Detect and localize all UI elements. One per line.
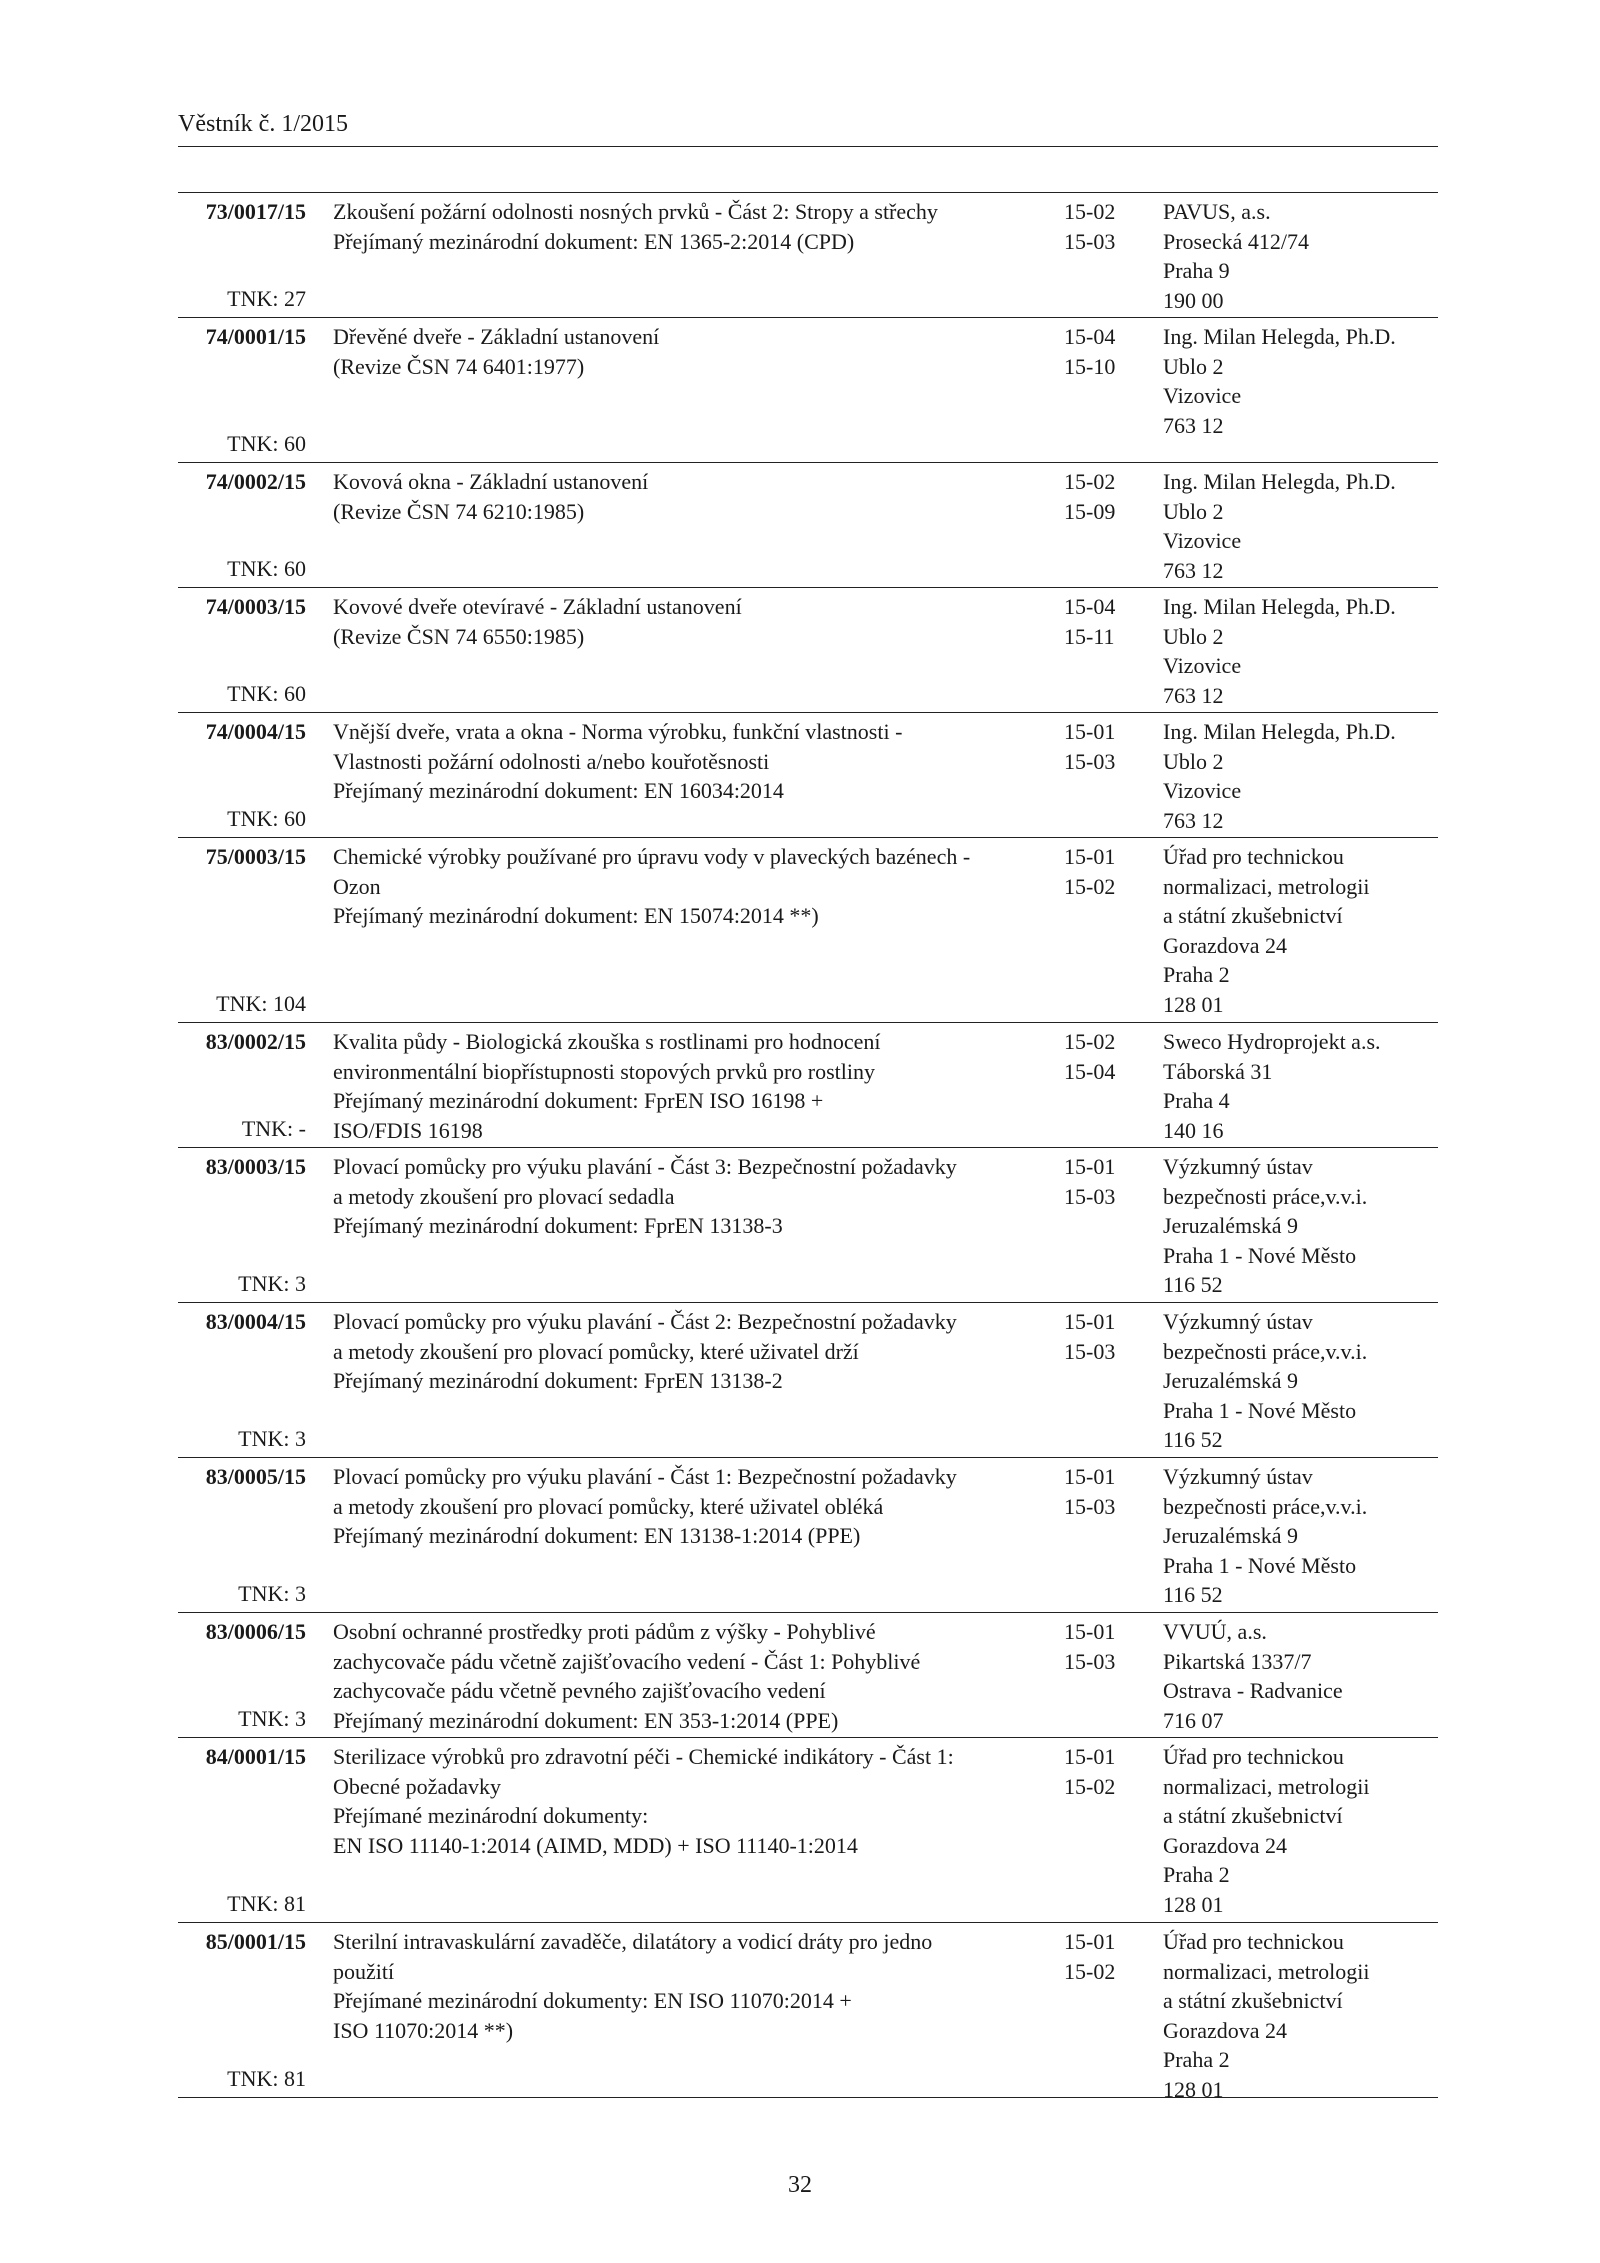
entry-tnk: TNK: 60 bbox=[227, 680, 306, 706]
entry-org-line: Výzkumný ústav bbox=[1163, 1154, 1313, 1179]
entry-title-line: použití bbox=[333, 1958, 395, 1984]
entry-id-cell bbox=[178, 1617, 306, 1733]
entry-org-line: normalizaci, metrologii bbox=[1163, 873, 1370, 899]
entry-dates-cell bbox=[1064, 197, 1144, 256]
entry-date: 15-02 bbox=[1064, 1029, 1116, 1054]
table-row bbox=[178, 1613, 1438, 1738]
entry-date: 15-02 bbox=[1064, 1773, 1116, 1799]
entry-date: 15-03 bbox=[1064, 748, 1116, 774]
entry-title-line: Chemické výrobky používané pro úpravu vody v plaveckých bazénech - bbox=[333, 844, 971, 869]
entry-dates-cell bbox=[1064, 322, 1144, 381]
entry-code: 73/0017/15 bbox=[205, 199, 306, 224]
entry-tnk: TNK: 104 bbox=[216, 990, 306, 1016]
entry-title-line: Přejímaný mezinárodní dokument: EN 15074:2014 **) bbox=[333, 903, 819, 928]
entry-tnk: TNK: - bbox=[241, 1115, 306, 1141]
entry-org-line: Ing. Milan Helegda, Ph.D. bbox=[1163, 719, 1396, 744]
table-row bbox=[178, 838, 1438, 1023]
entry-id-cell bbox=[178, 1152, 306, 1298]
entry-date: 15-01 bbox=[1064, 1929, 1116, 1954]
entry-code: 85/0001/15 bbox=[205, 1929, 306, 1954]
entry-org-line: 763 12 bbox=[1163, 412, 1224, 438]
entry-org-cell bbox=[1163, 197, 1438, 315]
entry-id-cell bbox=[178, 1027, 306, 1143]
entry-title-line: Sterilní intravaskulární zavaděče, dilatátory a vodicí dráty pro jedno bbox=[333, 1929, 933, 1954]
entry-id-cell bbox=[178, 322, 306, 458]
entry-id-cell bbox=[178, 592, 306, 708]
entry-title-line: Přejímaný mezinárodní dokument: FprEN ISO 16198 + bbox=[333, 1088, 824, 1113]
entry-org-line: Gorazdova 24 bbox=[1163, 932, 1288, 958]
entry-code: 83/0002/15 bbox=[205, 1029, 306, 1054]
entry-code: 83/0004/15 bbox=[205, 1309, 306, 1334]
entry-date: 15-01 bbox=[1064, 1309, 1116, 1334]
entry-date: 15-01 bbox=[1064, 844, 1116, 869]
entry-dates-cell bbox=[1064, 467, 1144, 526]
entry-date: 15-01 bbox=[1064, 1154, 1116, 1179]
entry-org-line: Ublo 2 bbox=[1163, 498, 1224, 524]
entry-org-line: Ublo 2 bbox=[1163, 353, 1224, 379]
entry-date: 15-01 bbox=[1064, 1464, 1116, 1489]
entry-org-line: Jeruzalémská 9 bbox=[1163, 1368, 1298, 1393]
entry-org-line: 128 01 bbox=[1163, 1891, 1224, 1917]
entry-org-line: 763 12 bbox=[1163, 557, 1224, 583]
entry-org-line: Úřad pro technickou bbox=[1163, 1744, 1344, 1769]
entry-org-line: Vizovice bbox=[1163, 653, 1242, 678]
entry-title-line: ISO/FDIS 16198 bbox=[333, 1117, 483, 1143]
entry-org-line: 128 01 bbox=[1163, 2076, 1224, 2102]
entry-date: 15-04 bbox=[1064, 1058, 1116, 1084]
entry-org-line: Sweco Hydroprojekt a.s. bbox=[1163, 1029, 1381, 1054]
entry-tnk: TNK: 81 bbox=[227, 1890, 306, 1916]
entry-org-line: PAVUS, a.s. bbox=[1163, 199, 1271, 224]
entry-org-line: Praha 4 bbox=[1163, 1088, 1230, 1113]
entry-date: 15-03 bbox=[1064, 1183, 1116, 1209]
entry-title-line: Přejímaný mezinárodní dokument: EN 353-1:2014 (PPE) bbox=[333, 1707, 839, 1733]
entry-tnk: TNK: 3 bbox=[238, 1270, 306, 1296]
entry-code: 74/0004/15 bbox=[205, 719, 306, 744]
page-number: 32 bbox=[788, 2172, 812, 2198]
entry-id-cell bbox=[178, 717, 306, 833]
entry-dates-cell bbox=[1064, 717, 1144, 776]
entry-org-line: Praha 2 bbox=[1163, 1862, 1230, 1887]
entry-org-line: Ostrava - Radvanice bbox=[1163, 1678, 1343, 1703]
entry-org-line: a státní zkušebnictví bbox=[1163, 1988, 1343, 2013]
entry-org-line: Úřad pro technickou bbox=[1163, 844, 1344, 869]
entry-org-line: a státní zkušebnictví bbox=[1163, 903, 1343, 928]
entry-date: 15-02 bbox=[1064, 1958, 1116, 1984]
entry-title-line: Osobní ochranné prostředky proti pádům z výšky - Pohyblivé bbox=[333, 1619, 876, 1644]
entry-org-line: normalizaci, metrologii bbox=[1163, 1773, 1370, 1799]
entry-dates-cell bbox=[1064, 1027, 1144, 1086]
entry-org-line: Praha 2 bbox=[1163, 2047, 1230, 2072]
entry-date: 15-02 bbox=[1064, 199, 1116, 224]
entry-title-line: a metody zkoušení pro plovací pomůcky, které uživatel drží bbox=[333, 1338, 859, 1364]
page-header-title: Věstník č. 1/2015 bbox=[178, 111, 348, 137]
entry-dates-cell bbox=[1064, 1152, 1144, 1211]
entry-code: 74/0001/15 bbox=[205, 324, 306, 349]
entry-date: 15-03 bbox=[1064, 1648, 1116, 1674]
entry-org-cell bbox=[1163, 1927, 1438, 2104]
entry-org-cell bbox=[1163, 1742, 1438, 1919]
entry-title-line: Obecné požadavky bbox=[333, 1773, 501, 1799]
entry-title-line: Zkoušení požární odolnosti nosných prvků - Část 2: Stropy a střechy bbox=[333, 199, 938, 224]
entry-title-line: (Revize ČSN 74 6401:1977) bbox=[333, 353, 585, 379]
entry-title-line: Sterilizace výrobků pro zdravotní péči - Chemické indikátory - Část 1: bbox=[333, 1744, 954, 1769]
entry-tnk: TNK: 3 bbox=[238, 1580, 306, 1606]
entry-org-line: Výzkumný ústav bbox=[1163, 1309, 1313, 1334]
entry-org-line: Praha 2 bbox=[1163, 962, 1230, 987]
table-row bbox=[178, 1303, 1438, 1458]
entry-code: 75/0003/15 bbox=[205, 844, 306, 869]
entry-org-line: normalizaci, metrologii bbox=[1163, 1958, 1370, 1984]
entry-title-line: Dřevěné dveře - Základní ustanovení bbox=[333, 324, 660, 349]
entry-title-line: Plovací pomůcky pro výuku plavání - Část 2: Bezpečnostní požadavky bbox=[333, 1309, 957, 1334]
entry-id-cell bbox=[178, 1927, 306, 2093]
entry-org-line: Vizovice bbox=[1163, 528, 1242, 553]
entry-org-line: Ing. Milan Helegda, Ph.D. bbox=[1163, 594, 1396, 619]
entry-tnk: TNK: 60 bbox=[227, 805, 306, 831]
entry-title-line: ISO 11070:2014 **) bbox=[333, 2017, 514, 2043]
entry-org-line: Táborská 31 bbox=[1163, 1058, 1273, 1084]
entry-title-line: a metody zkoušení pro plovací pomůcky, které uživatel obléká bbox=[333, 1493, 884, 1519]
entry-tnk: TNK: 60 bbox=[227, 555, 306, 581]
entry-id-cell bbox=[178, 1307, 306, 1453]
entry-id-cell bbox=[178, 197, 306, 313]
entry-date: 15-03 bbox=[1064, 1493, 1116, 1519]
entry-tnk: TNK: 27 bbox=[227, 285, 306, 311]
entry-org-line: Praha 9 bbox=[1163, 258, 1230, 283]
entry-id-cell bbox=[178, 467, 306, 583]
entry-org-line: Vizovice bbox=[1163, 383, 1242, 408]
table-row bbox=[178, 1458, 1438, 1613]
entry-title-line: Kovová okna - Základní ustanovení bbox=[333, 469, 649, 494]
entry-dates-cell bbox=[1064, 1927, 1144, 1986]
entry-id-cell bbox=[178, 1742, 306, 1918]
entry-title-line: Plovací pomůcky pro výuku plavání - Část 1: Bezpečnostní požadavky bbox=[333, 1464, 957, 1489]
entry-org-line: Ing. Milan Helegda, Ph.D. bbox=[1163, 324, 1396, 349]
entry-tnk: TNK: 3 bbox=[238, 1425, 306, 1451]
entry-org-line: 116 52 bbox=[1163, 1427, 1223, 1452]
entry-title-line: Vlastnosti požární odolnosti a/nebo kouřotěsnosti bbox=[333, 748, 770, 774]
entry-title-line: Přejímaný mezinárodní dokument: EN 16034:2014 bbox=[333, 778, 784, 803]
entry-tnk: TNK: 3 bbox=[238, 1705, 306, 1731]
entry-org-line: 116 52 bbox=[1163, 1582, 1223, 1607]
entry-org-line: Ublo 2 bbox=[1163, 748, 1224, 774]
entry-code: 83/0006/15 bbox=[205, 1619, 306, 1644]
entry-org-line: bezpečnosti práce,v.v.i. bbox=[1163, 1338, 1368, 1364]
entry-org-line: Praha 1 - Nové Město bbox=[1163, 1397, 1357, 1423]
entry-title-line: environmentální biopřístupnosti stopových prvků pro rostliny bbox=[333, 1058, 876, 1084]
entry-code: 74/0002/15 bbox=[205, 469, 306, 494]
entry-org-line: 763 12 bbox=[1163, 682, 1224, 708]
entry-org-line: 116 52 bbox=[1163, 1272, 1223, 1297]
table-row bbox=[178, 1738, 1438, 1923]
entry-org-line: Jeruzalémská 9 bbox=[1163, 1523, 1298, 1548]
entry-org-line: Jeruzalémská 9 bbox=[1163, 1213, 1298, 1238]
entry-title-line: Plovací pomůcky pro výuku plavání - Část 3: Bezpečnostní požadavky bbox=[333, 1154, 957, 1179]
entry-code: 83/0005/15 bbox=[205, 1464, 306, 1489]
entry-org-cell bbox=[1163, 1462, 1438, 1610]
entry-title-line: (Revize ČSN 74 6550:1985) bbox=[333, 623, 585, 649]
entry-org-line: Gorazdova 24 bbox=[1163, 1832, 1288, 1858]
entry-org-line: Pikartská 1337/7 bbox=[1163, 1648, 1312, 1674]
entry-date: 15-09 bbox=[1064, 498, 1116, 524]
entry-dates-cell bbox=[1064, 1307, 1144, 1366]
entry-title-line: Kvalita půdy - Biologická zkouška s rostlinami pro hodnocení bbox=[333, 1029, 881, 1054]
entry-date: 15-03 bbox=[1064, 228, 1116, 254]
entry-org-line: bezpečnosti práce,v.v.i. bbox=[1163, 1493, 1368, 1519]
entry-org-cell bbox=[1163, 1027, 1438, 1145]
table-row bbox=[178, 1148, 1438, 1303]
entry-org-line: 716 07 bbox=[1163, 1707, 1224, 1733]
entry-org-line: VVUÚ, a.s. bbox=[1163, 1619, 1267, 1644]
entry-org-cell bbox=[1163, 322, 1438, 440]
entry-org-line: 128 01 bbox=[1163, 991, 1224, 1017]
entry-title-line: a metody zkoušení pro plovací sedadla bbox=[333, 1183, 675, 1209]
entry-org-line: 190 00 bbox=[1163, 287, 1224, 313]
table-row bbox=[178, 588, 1438, 713]
entry-id-cell bbox=[178, 1462, 306, 1608]
entry-title-line: Přejímaný mezinárodní dokument: FprEN 13138-3 bbox=[333, 1213, 783, 1238]
header-divider bbox=[178, 146, 1438, 147]
entry-org-line: Gorazdova 24 bbox=[1163, 2017, 1288, 2043]
standards-table bbox=[178, 192, 1438, 2102]
table-row bbox=[178, 193, 1438, 318]
entry-date: 15-11 bbox=[1064, 623, 1115, 649]
entry-org-cell bbox=[1163, 1152, 1438, 1300]
entry-title-line: Přejímané mezinárodní dokumenty: EN ISO 11070:2014 + bbox=[333, 1988, 852, 2013]
entry-code: 84/0001/15 bbox=[205, 1744, 306, 1769]
entry-code: 74/0003/15 bbox=[205, 594, 306, 619]
entry-dates-cell bbox=[1064, 592, 1144, 651]
entry-date: 15-10 bbox=[1064, 353, 1116, 379]
entry-org-line: bezpečnosti práce,v.v.i. bbox=[1163, 1183, 1368, 1209]
entry-title-line: zachycovače pádu včetně pevného zajišťovacího vedení bbox=[333, 1678, 826, 1703]
entry-dates-cell bbox=[1064, 1617, 1144, 1676]
entry-code: 83/0003/15 bbox=[205, 1154, 306, 1179]
entry-org-cell bbox=[1163, 592, 1438, 710]
entry-id-cell bbox=[178, 842, 306, 1018]
entry-title-line: Přejímaný mezinárodní dokument: FprEN 13138-2 bbox=[333, 1368, 783, 1393]
entry-org-cell bbox=[1163, 467, 1438, 585]
entry-date: 15-01 bbox=[1064, 719, 1116, 744]
entry-org-cell bbox=[1163, 717, 1438, 835]
entry-org-line: 140 16 bbox=[1163, 1117, 1224, 1143]
entry-date: 15-01 bbox=[1064, 1619, 1116, 1644]
entry-org-line: Výzkumný ústav bbox=[1163, 1464, 1313, 1489]
entry-dates-cell bbox=[1064, 1462, 1144, 1521]
entry-org-line: 763 12 bbox=[1163, 807, 1224, 833]
entry-title-line: (Revize ČSN 74 6210:1985) bbox=[333, 498, 585, 524]
entry-org-line: Prosecká 412/74 bbox=[1163, 228, 1310, 254]
entry-org-cell bbox=[1163, 842, 1438, 1019]
entry-title-line: EN ISO 11140-1:2014 (AIMD, MDD) + ISO 11140-1:2014 bbox=[333, 1832, 858, 1858]
entry-org-cell bbox=[1163, 1617, 1438, 1735]
table-row bbox=[178, 1923, 1438, 2102]
entry-title-line: Ozon bbox=[333, 873, 381, 899]
entry-tnk: TNK: 60 bbox=[227, 430, 306, 456]
entry-org-line: Úřad pro technickou bbox=[1163, 1929, 1344, 1954]
entry-org-line: Praha 1 - Nové Město bbox=[1163, 1242, 1357, 1268]
entry-date: 15-01 bbox=[1064, 1744, 1116, 1769]
table-row bbox=[178, 318, 1438, 463]
entry-org-cell bbox=[1163, 1307, 1438, 1455]
entry-title-line: Vnější dveře, vrata a okna - Norma výrobku, funkční vlastnosti - bbox=[333, 719, 903, 744]
entry-org-line: Ing. Milan Helegda, Ph.D. bbox=[1163, 469, 1396, 494]
entry-org-line: Vizovice bbox=[1163, 778, 1242, 803]
entry-title-line: Kovové dveře otevíravé - Základní ustanovení bbox=[333, 594, 742, 619]
table-row bbox=[178, 1023, 1438, 1148]
entry-org-line: Praha 1 - Nové Město bbox=[1163, 1552, 1357, 1578]
entry-date: 15-02 bbox=[1064, 873, 1116, 899]
entry-date: 15-04 bbox=[1064, 324, 1116, 349]
entry-title-line: zachycovače pádu včetně zajišťovacího vedení - Část 1: Pohyblivé bbox=[333, 1648, 921, 1674]
entry-dates-cell bbox=[1064, 842, 1144, 901]
table-row bbox=[178, 463, 1438, 588]
entry-title-line: Přejímaný mezinárodní dokument: EN 1365-2:2014 (CPD) bbox=[333, 228, 855, 254]
entry-date: 15-04 bbox=[1064, 594, 1116, 619]
entry-title-line: Přejímaný mezinárodní dokument: EN 13138-1:2014 (PPE) bbox=[333, 1523, 861, 1548]
entry-org-line: Ublo 2 bbox=[1163, 623, 1224, 649]
entry-org-line: a státní zkušebnictví bbox=[1163, 1803, 1343, 1828]
entry-date: 15-03 bbox=[1064, 1338, 1116, 1364]
entry-tnk: TNK: 81 bbox=[227, 2065, 306, 2091]
entry-dates-cell bbox=[1064, 1742, 1144, 1801]
entry-date: 15-02 bbox=[1064, 469, 1116, 494]
entry-title-line: Přejímané mezinárodní dokumenty: bbox=[333, 1803, 649, 1828]
table-row bbox=[178, 713, 1438, 838]
